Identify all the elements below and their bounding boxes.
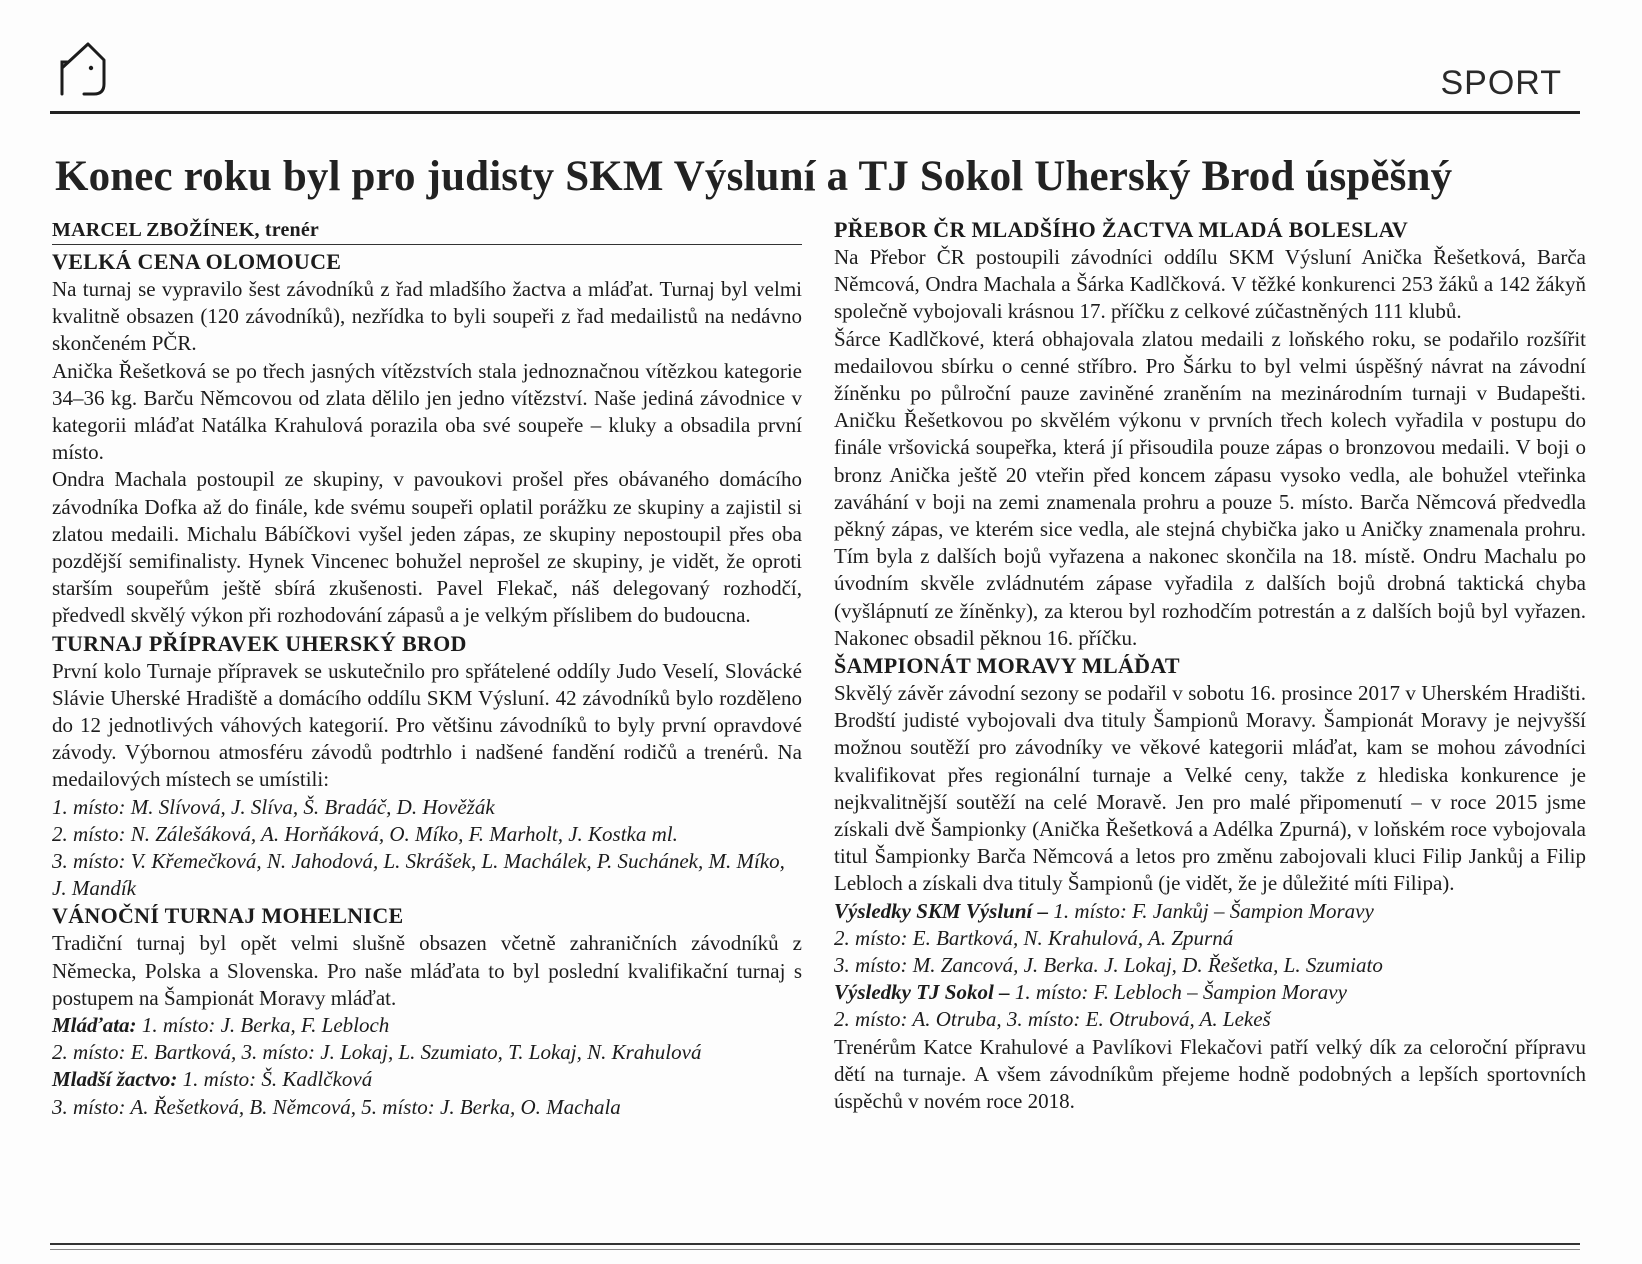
results-line: 1. místo: M. Slívová, J. Slíva, Š. Bradáč, D. Hověžák [52, 794, 495, 819]
results-line: 2. místo: N. Zálešáková, A. Horňáková, O. Míko, F. Marholt, J. Kostka ml. [52, 821, 678, 846]
left-column [52, 216, 802, 1121]
paragraph: Skvělý závěr závodní sezony se podařil v sobotu 16. prosince 2017 v Uherském Hradišti. Brodští judisté vybojovali dva tituly Šampionů Moravy. Šampionát Moravy je nejvyšší možnou soutěží pro závodníky ve věkové kategorii mláďat, kam se mohou závodníci kvalifikovat přes regionální turnaje a Velké ceny, takže z hlediska konkurence je nejkvalitnější soutěží na celé Moravě. Jen pro malé připomenutí – v roce 2015 jsme získali dvě Šampionky (Anička Řešetková a Adélka Zpurná), v loňském roce vybojovala titul Šampionky Barča Němcová a letos pro změnu zabojovali kluci Filip Jankůj a Filip Lebloch a získali dva tituly Šampionů (je vidět, že je důležité míti Filipa). [834, 681, 1586, 896]
paragraph: Trenérům Katce Krahulové a Pavlíkovi Flekačovi patří velký dík za celoroční přípravu dětí na turnaje. A všem závodníkům přejeme hodně podobných a lepších sportovních úspěchů v novém roce 2018. [834, 1034, 1586, 1114]
paragraph: Na Přebor ČR postoupili závodníci oddílu SKM Výsluní Anička Řešetková, Barča Němcová, Ondra Machala a Šárka Kadlčková. V těžké konkurenci 253 žáků a 142 žákyň společně vybojovali krásnou 17. příčku z celkové zúčastněných 111 klubů. [834, 245, 1586, 324]
results-line: 3. místo: V. Křemečková, N. Jahodová, L. Skrášek, L. Machálek, P. Suchánek, M. Míko, J. Mandík [52, 849, 785, 901]
results-line: 2. místo: E. Bartková, N. Krahulová, A. Zpurná [834, 925, 1234, 950]
subheading-turnaj-pripravek: TURNAJ PŘÍPRAVEK UHERSKÝ BROD [52, 630, 467, 656]
paragraph: Tradiční turnaj byl opět velmi slušně obsazen včetně zahraničních závodníků z Německa, Polska a Slovenska. Pro naše mláďata to byl poslední kvalifikační turnaj s postupem na Šampionát Moravy mláďat. [52, 931, 802, 1010]
results-line: 3. místo: A. Řešetková, B. Němcová, 5. místo: J. Berka, O. Machala [52, 1094, 621, 1119]
section-label: SPORT [1440, 64, 1562, 102]
subheading-sampionat-moravy: ŠAMPIONÁT MORAVY MLÁĎAT [834, 653, 1180, 679]
paragraph: Anička Řešetková se po třech jasných vítězstvích stala jednoznačnou vítězkou kategorie 34–36 kg. Barču Němcovou od zlata dělilo jen jedno vítězství. Naše jediná závodnice v kategorii mláďat Natálka Krahulová porazila oba své soupeře – kluky a obsadila první místo. [52, 358, 802, 465]
results-text: 1. místo: F. Jankůj – Šampion Moravy [1048, 898, 1374, 923]
subheading-prebor-cr: PŘEBOR ČR MLADŠÍHO ŽACTVA MLADÁ BOLESLAV [834, 217, 1409, 242]
results-text: 1. místo: F. Lebloch – Šampion Moravy [1009, 980, 1347, 1005]
subheading-vanocni-turnaj: VÁNOČNÍ TURNAJ MOHELNICE [52, 903, 404, 929]
right-column [834, 216, 1586, 1115]
results-line: 2. místo: A. Otruba, 3. místo: E. Otrubová, A. Lekeš [834, 1007, 1271, 1032]
paragraph: První kolo Turnaje přípravek se uskutečnilo pro spřátelené oddíly Judo Veselí, Slovácké Slávie Uherské Hradiště a domácího oddílu SKM Výsluní. 42 závodníků bylo rozděleno do 12 jednotlivých váhových kategorií. Pro většinu závodníků to byly první opravdové závody. Výbornou atmosféru závodů podtrhlo i nadšené fandění rodičů a trenérů. Na medailových místech se umístili: [52, 658, 802, 792]
results-text: 1. místo: J. Berka, F. Lebloch [136, 1013, 390, 1038]
top-rule [50, 111, 1580, 114]
byline: MARCEL ZBOŽÍNEK, trenér [52, 219, 320, 241]
paragraph: Šárce Kadlčkové, která obhajovala zlatou medaili z loňského roku, se podařilo rozšířit medailovou sbírku o cenné stříbro. Pro Šárku to byl velmi úspěšný návrat na závodní žíněnku po půlroční pauze zaviněné zraněním na mezinárodním turnaji v Budapešti. Aničku Řešetkovou po skvělém výkonu v prvních třech kolech vyřadila v postupu do finále vršovická soupeřka, která jí přisoudila pouze zápas o bronzovou medaili. V boji o bronz Anička ještě 20 vteřin před koncem zápasu vysoko vedla, ale bohužel vteřinka zaváhání v boji na zemi znamenala prohru a pouze 5. místo. Barča Němcová předvedla pěkný zápas, ve kterém sice vedla, ale stejná chybička jako u Aničky znamenala prohru. Tím byla z dalších bojů vyřazena a nakonec skončila na 18. místě. Ondru Machalu po úvodním skvěle zvládnutém zápase vyřadila z dalších bojů drobná taktická chyba (vyšlápnutí ze žíněnky), za kterou byl rozhodčím potrestán a z dalších bojů byl vyřazen. Nakonec obsadil pěknou 16. příčku. [834, 326, 1586, 650]
results-line: 3. místo: M. Zancová, J. Berka. J. Lokaj, D. Řešetka, L. Szumiato [834, 953, 1383, 978]
bottom-rule [50, 1243, 1580, 1245]
results-line [834, 979, 1586, 1006]
results-label: Mladší žactvo: [52, 1067, 178, 1092]
results-line [834, 898, 1586, 925]
results-label: Výsledky TJ Sokol – [834, 980, 1010, 1005]
article-headline: Konec roku byl pro judisty SKM Výsluní a TJ Sokol Uherský Brod úspěšný [55, 153, 1453, 200]
bottom-rule-thin [50, 1249, 1580, 1250]
house-outline-icon [58, 38, 114, 98]
paragraph: Ondra Machala postoupil ze skupiny, v pavoukovi prošel přes obávaného domácího závodníka Dofka až do finále, kde svému soupeři oplatil porážku ze skupiny a zajistil si zlatou medaili. Michalu Bábíčkovi vyšel jeden zápas, ze skupiny nepostoupil přes oba pozdější semifinalisty. Hynek Vincenec bohužel neprošel ze skupiny, je vidět, že oproti starším soupeřům ještě sbírá zkušenosti. Pavel Flekač, náš delegovaný rozhodčí, předvedl skvělý výkon při rozhodování zápasů a je velkým příslibem do budoucna. [52, 467, 802, 628]
byline-rule [52, 244, 802, 245]
results-text: 1. místo: Š. Kadlčková [177, 1067, 373, 1092]
results-line: 2. místo: E. Bartková, 3. místo: J. Lokaj, L. Szumiato, T. Lokaj, N. Krahulová [52, 1040, 702, 1065]
subheading-velka-cena: VELKÁ CENA OLOMOUCE [52, 249, 342, 274]
results-line [52, 1066, 802, 1093]
results-label: Mláďata: [52, 1013, 137, 1038]
results-line [52, 1012, 802, 1039]
paragraph: Na turnaj se vypravilo šest závodníků z řad mladšího žactva a mláďat. Turnaj byl velmi kvalitně obsazen (120 závodníků), nezřídka to byli soupeři z řad medailistů na nedávno skončeném PČR. [52, 277, 802, 356]
results-label: Výsledky SKM Výsluní – [834, 898, 1049, 923]
